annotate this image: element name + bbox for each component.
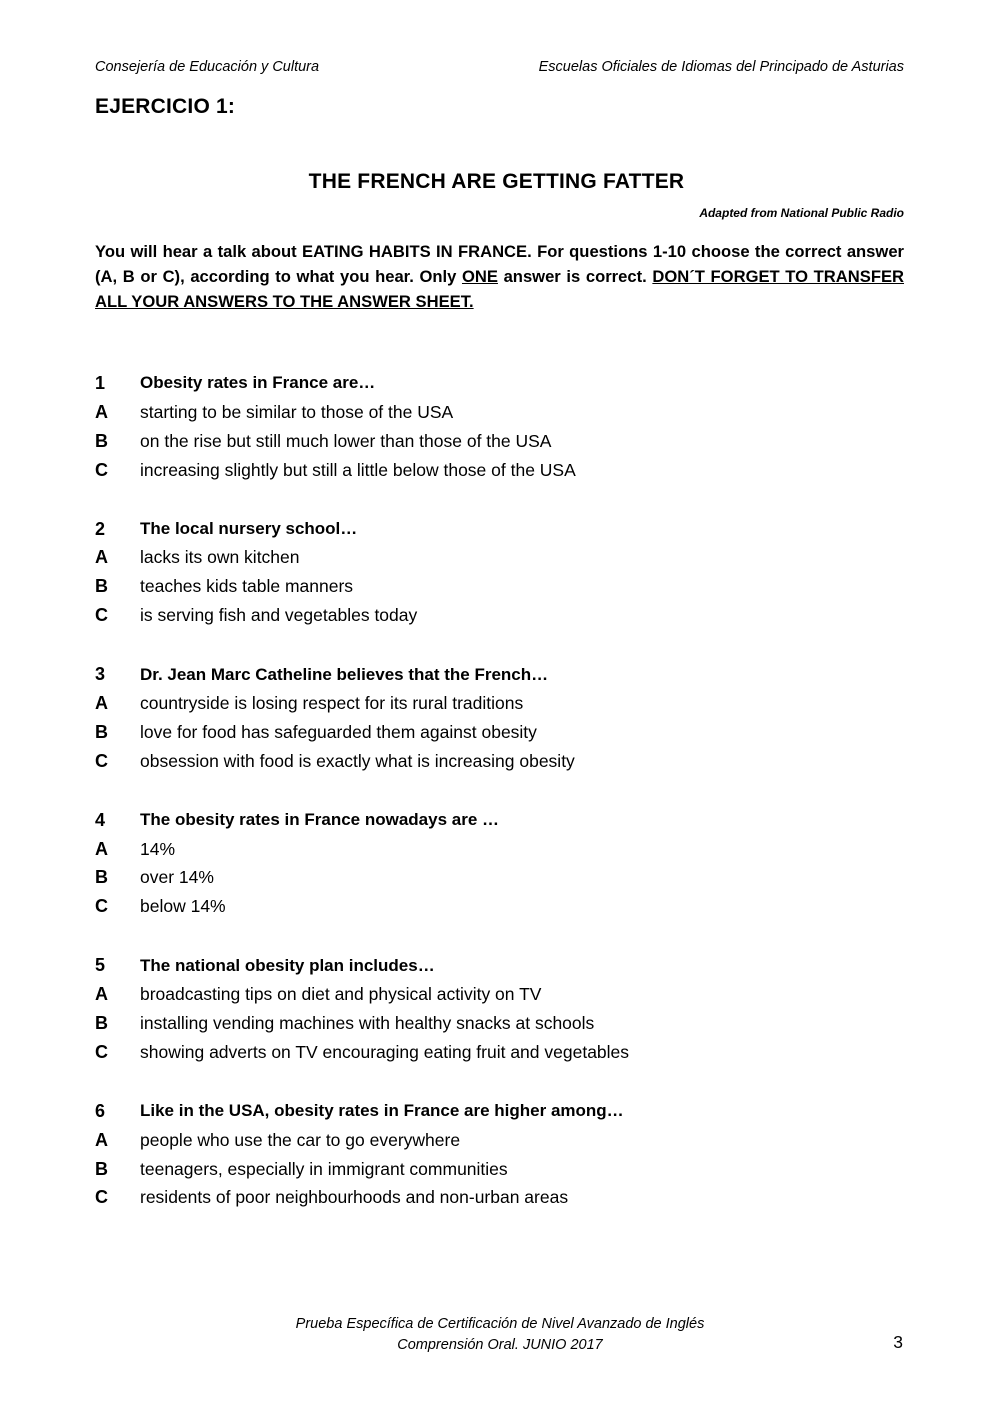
question-4 (95, 806, 904, 922)
option-letter: A (95, 547, 108, 568)
option-letter: A (95, 1129, 108, 1150)
exercise-title: EJERCICIO 1: (95, 95, 236, 118)
question-stem (95, 369, 904, 398)
instructions (95, 239, 904, 314)
question-stem (95, 806, 904, 835)
option-text: 14% (140, 838, 176, 859)
option-text: broadcasting tips on diet and physical activity on TV (140, 984, 542, 1005)
question-number: 6 (95, 1100, 106, 1121)
source-note: Adapted from National Public Radio (699, 206, 904, 220)
option-c[interactable] (95, 1183, 904, 1212)
option-text: obsession with food is exactly what is increasing obesity (140, 750, 575, 771)
option-b[interactable] (95, 1155, 904, 1184)
option-letter: A (95, 692, 108, 713)
question-1 (95, 369, 904, 485)
instructions-part2: answer is correct. (497, 267, 653, 286)
question-5 (95, 951, 904, 1067)
question-stem (95, 951, 904, 980)
option-text: increasing slightly but still a little below those of the USA (140, 459, 576, 480)
option-letter: A (95, 984, 108, 1005)
option-text: lacks its own kitchen (140, 547, 300, 568)
question-number: 2 (95, 518, 106, 539)
option-text: over 14% (140, 867, 214, 888)
option-b[interactable] (95, 1009, 904, 1038)
option-b[interactable] (95, 863, 904, 892)
option-text: people who use the car to go everywhere (140, 1129, 461, 1150)
header-right: Escuelas Oficiales de Idiomas del Principado de Asturias (538, 59, 904, 75)
page-title: THE FRENCH ARE GETTING FATTER (308, 170, 685, 193)
instructions-one: ONE (461, 267, 498, 286)
question-number: 3 (95, 664, 106, 685)
question-6 (95, 1097, 904, 1213)
option-letter: B (95, 430, 108, 451)
option-text: teaches kids table manners (140, 576, 354, 597)
option-letter: B (95, 1158, 108, 1179)
option-text: on the rise but still much lower than those of the USA (140, 430, 552, 451)
option-c[interactable] (95, 892, 904, 921)
question-text: The local nursery school… (140, 519, 358, 538)
option-letter: C (95, 896, 108, 917)
option-a[interactable] (95, 835, 904, 864)
option-text: starting to be similar to those of the USA (140, 401, 454, 422)
question-text: Dr. Jean Marc Catheline believes that the French… (140, 664, 549, 684)
option-letter: B (95, 1012, 108, 1033)
question-number: 1 (95, 372, 106, 393)
option-text: below 14% (140, 896, 226, 917)
option-b[interactable] (95, 718, 904, 747)
question-list (95, 369, 904, 1242)
option-letter: A (95, 838, 108, 859)
question-stem (95, 660, 904, 689)
question-number: 5 (95, 955, 106, 976)
option-text: teenagers, especially in immigrant communities (140, 1158, 508, 1179)
footer (0, 1314, 1000, 1355)
option-a[interactable] (95, 398, 904, 427)
question-stem (95, 515, 904, 544)
question-text: Like in the USA, obesity rates in France are higher among… (140, 1101, 624, 1121)
instructions-transfer: DON´T FORGET TO TRANSFER ALL YOUR ANSWERS TO THE ANSWER SHEET. (95, 267, 905, 311)
option-text: is serving fish and vegetables today (140, 605, 418, 626)
option-letter: C (95, 459, 108, 480)
option-a[interactable] (95, 689, 904, 718)
question-stem (95, 1097, 904, 1126)
page-number: 3 (893, 1332, 903, 1352)
option-letter: B (95, 867, 108, 888)
option-c[interactable] (95, 601, 904, 630)
option-text: installing vending machines with healthy snacks at schools (140, 1012, 595, 1033)
question-3 (95, 660, 904, 776)
option-c[interactable] (95, 456, 904, 485)
question-2 (95, 515, 904, 631)
header-left: Consejería de Educación y Cultura (95, 59, 320, 75)
option-text: love for food has safeguarded them against obesity (140, 721, 537, 742)
question-text: The national obesity plan includes… (140, 955, 435, 975)
option-letter: B (95, 721, 108, 742)
option-letter: C (95, 1041, 108, 1062)
instructions-part1: You will hear a talk about EATING HABITS IN FRANCE. For questions 1-10 choose the correct answer (A, B or C), according to what you hear. Only (95, 242, 904, 286)
option-text: showing adverts on TV encouraging eating fruit and vegetables (140, 1041, 630, 1062)
option-a[interactable] (95, 1126, 904, 1155)
question-text: Obesity rates in France are… (140, 373, 376, 393)
option-b[interactable] (95, 427, 904, 456)
option-a[interactable] (95, 980, 904, 1009)
option-letter: C (95, 605, 108, 626)
option-c[interactable] (95, 1038, 904, 1067)
footer-line-1: Prueba Específica de Certificación de Nivel Avanzado de Inglés (295, 1316, 705, 1332)
option-a[interactable] (95, 543, 904, 572)
option-letter: C (95, 1187, 108, 1208)
option-b[interactable] (95, 572, 904, 601)
option-text: residents of poor neighbourhoods and non-urban areas (140, 1187, 569, 1208)
option-letter: B (95, 576, 108, 597)
question-text: The obesity rates in France nowadays are … (140, 810, 500, 830)
question-number: 4 (95, 809, 106, 830)
footer-line-2: Comprensión Oral. JUNIO 2017 (397, 1336, 603, 1353)
option-text: countryside is losing respect for its rural traditions (140, 692, 524, 713)
option-c[interactable] (95, 747, 904, 776)
option-letter: C (95, 750, 108, 771)
option-letter: A (95, 401, 108, 422)
